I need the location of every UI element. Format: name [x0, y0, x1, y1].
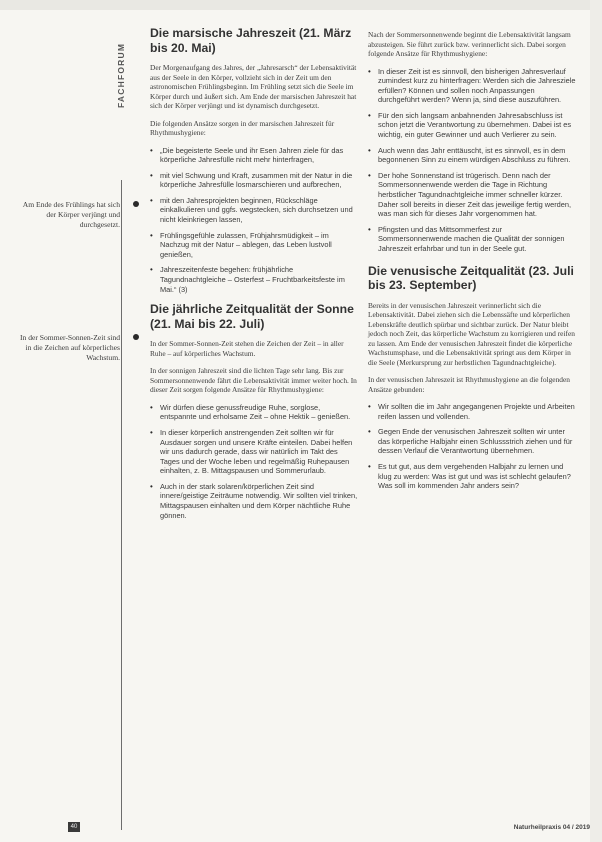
- list-item: [150, 403, 358, 422]
- page-edge: [0, 0, 602, 10]
- list-item: [368, 427, 576, 456]
- list-item: [150, 146, 358, 165]
- margin-note-marker: [133, 201, 139, 207]
- list-item-text: Der hohe Sonnenstand ist trügerisch. Denn nach der Sommersonnenwende werden die Tage in Richtung herbstlicher Tagundnachtgleiche immer schneller kürzer. Daher soll bereits in dieser Zeit das jeweilige fertig werden, was man sich für dieses Jahr vorgenommen hat.: [378, 170, 572, 219]
- section-heading: Die venusische Zeitqualität (23. Juli bis 23. September): [368, 263, 574, 293]
- bullet-icon: •: [150, 481, 153, 491]
- list-item: [150, 482, 358, 520]
- bullet-icon: •: [368, 170, 371, 180]
- page-number: 40: [68, 822, 80, 832]
- list-item: [368, 225, 576, 254]
- list-item-text: In dieser Zeit ist es sinnvoll, den bisherigen Jahresverlauf zumindest kurz zu hinterfragen: Werden sich die Jahresziele erfüllen? Können und sollen noch Anpassungen durchgeführt werden? Wenn ja, sind diese auszuführen.: [378, 66, 576, 105]
- paragraph: Nach der Sommersonnenwende beginnt die Lebensaktivität langsam abzusteigen. Sie führt zurück bzw. verinnerlicht sich. Dabei sorgen folgende Ansätze für Rhythmushygiene:: [368, 30, 571, 58]
- bullet-icon: •: [150, 230, 153, 240]
- margin-rule: [121, 180, 122, 830]
- bullet-icon: •: [368, 145, 371, 155]
- bullet-icon: •: [150, 195, 153, 205]
- bullet-list: [150, 403, 358, 521]
- list-item: [368, 171, 576, 219]
- list-item-text: Auch in der stark solaren/körperlichen Zeit sind innere/geistige Zeiträume notwendig. Wir sollten viel trinken, Mittagspausen einhalten und dem Körper nächtliche Ruhe gönnen.: [160, 481, 358, 520]
- bullet-icon: •: [150, 402, 153, 412]
- list-item-text: mit den Jahresprojekten beginnen, Rückschläge einkalkulieren und ggfs. wegstecken, sich durchsetzen und nicht kleinkriegen lassen,: [160, 195, 353, 225]
- list-item: [368, 111, 576, 140]
- paragraph: Bereits in der venusischen Jahreszeit verinnerlicht sich die Lebensaktivität. Dabei ziehen sich die Lebenssäfte und körperlichen Lebenskräfte deutlich spürbar und sichtbar zurück. Der Natur bleibt jedoch noch Zeit, das körperliche Wachstum zu korrigieren und reifen zu lassen. Am Ende der venusischen Jahreszeit findet die körperliche Wachstumsphase, und die Lebensaktivität springt aus dem Körper in die Seele (Merkursprung zur herbstlichen Tagundnachtgleiche).: [368, 300, 575, 367]
- bullet-icon: •: [368, 402, 371, 412]
- list-item: [150, 171, 358, 190]
- list-item-text: Wir dürfen diese genussfreudige Ruhe, sorglose, entspannte und erholsame Zeit – ohne Hektik – genießen.: [160, 402, 351, 422]
- list-item: [368, 402, 576, 421]
- list-item-text: Es tut gut, aus dem vergehenden Halbjahr zu lernen und klug zu werden: Was ist gut und was ist schlecht gelaufen? Was soll im kommenden Jahr anders sein?: [378, 462, 571, 491]
- bullet-icon: •: [368, 224, 371, 234]
- paragraph: Die folgenden Ansätze sorgen in der marsischen Jahreszeit für Rhythmushygiene:: [150, 118, 335, 137]
- list-item: [150, 428, 358, 476]
- page-edge: [590, 0, 602, 842]
- section-heading: Die marsische Jahreszeit (21. März bis 20. Mai): [150, 26, 352, 55]
- list-item-text: Auch wenn das Jahr enttäuscht, ist es sinnvoll, es in dem begonnenen Sinn zu einem würdigen Abschluss zu führen.: [378, 145, 571, 165]
- bullet-icon: •: [368, 462, 371, 472]
- bullet-list: [150, 146, 358, 295]
- list-item: [368, 146, 576, 165]
- list-item-text: mit viel Schwung und Kraft, zusammen mit der Natur in die körperliche Jahresfülle losmarschieren und aufbrechen,: [160, 170, 353, 190]
- margin-note: In der Sommer-Sonnen-Zeit sind in die Zeichen auf körperliches Wachstum.: [19, 333, 120, 363]
- journal-footer: Naturheilpraxis 04 / 2019: [513, 824, 590, 831]
- list-item: [368, 67, 576, 105]
- margin-note: Am Ende des Frühlings hat sich der Körper verjüngt und durchgesetzt.: [22, 200, 120, 230]
- bullet-list: [368, 67, 576, 254]
- list-item-text: Für den sich langsam anbahnenden Jahresabschluss ist schon jetzt die Verantwortung zu übernehmen. Dabei ist es wichtig, ein guter Gewinner und auch Verlierer zu sein.: [378, 110, 572, 140]
- list-item-text: Frühlingsgefühle zulassen, Frühjahrsmüdigkeit – im Nachzug mit der Natur – ablegen, das Leben lustvoll genießen,: [160, 230, 332, 259]
- bullet-icon: •: [150, 145, 153, 155]
- bullet-icon: •: [150, 265, 153, 275]
- list-item-text: Jahreszeitenfeste begehen: frühjährliche Tagundnachtgleiche – Osterfest – Fruchtbarkeitsfeste im Mai.“ (3): [160, 265, 345, 294]
- paragraph: In der Sommer-Sonnen-Zeit stehen die Zeichen der Zeit – in aller Ruhe – auf körperliches Wachstum.: [150, 339, 344, 358]
- list-item: [150, 231, 358, 260]
- bullet-icon: •: [368, 110, 371, 120]
- list-item-text: Wir sollten die im Jahr angegangenen Projekte und Arbeiten reifen lassen und vollenden.: [378, 402, 575, 421]
- bullet-list: [368, 402, 576, 491]
- list-item: [150, 265, 358, 294]
- list-item: [150, 196, 358, 225]
- bullet-icon: •: [368, 66, 371, 76]
- list-item: [368, 462, 576, 491]
- bullet-icon: •: [368, 427, 371, 437]
- paragraph: Der Morgenaufgang des Jahres, der „Jahresarsch“ der Lebensaktivität aus der Seele in den Körper, vollzieht sich in der Zeit um den astronomischen Frühlingsbeginn. Im Frühling setzt sich die Seele im Körper durch und äußert sich. Am Ende der marsischen Jahreszeit hat sich der Körper verjüngt und ist dynamisch durchgesetzt.: [150, 63, 357, 110]
- margin-note-marker: [133, 334, 139, 340]
- section-label: FACHFORUM: [116, 42, 126, 108]
- list-item-text: „Die begeisterte Seele und ihr Esen Jahren ziele für das körperliche Jahresfülle nicht mehr hinterfragen,: [160, 145, 344, 165]
- list-item-text: In dieser körperlich anstrengenden Zeit sollten wir für Ausdauer sorgen und unsere Kräfte einteilen. Dabei helfen wir uns dadurch gerade, dass wir natürlich im Takt des Tages und der Woche leben und regelmäßig Ruhepausen einhalten, z. B. Mittagspausen und Sommerurlaub.: [160, 427, 353, 476]
- paragraph: In der sonnigen Jahreszeit sind die lichten Tage sehr lang. Bis zur Sommersonnenwende fährt die Lebensaktivität immer weiter hoch. In dieser Zeit sorgen folgende Ansätze für Rhythmushygiene:: [150, 366, 357, 395]
- right-column: [368, 30, 576, 499]
- left-column: [150, 26, 358, 528]
- bullet-icon: •: [150, 170, 153, 180]
- list-item-text: Pfingsten und das Mittsommerfest zur Sommersonnenwende machen die Qualität der sonnigen Jahreszeit erfahrbar und tun in der Seele gut.: [378, 224, 565, 253]
- list-item-text: Gegen Ende der venusischen Jahreszeit sollten wir unter das körperliche Halbjahr einen Schlussstrich ziehen und für dessen Verlauf die Verantwortung übernehmen.: [378, 427, 573, 456]
- paragraph: In der venusischen Jahreszeit ist Rhythmushygiene an die folgenden Ansätze gebunden:: [368, 375, 570, 394]
- bullet-icon: •: [150, 427, 153, 437]
- section-heading: Die jährliche Zeitqualität der Sonne (21. Mai bis 22. Juli): [150, 302, 354, 331]
